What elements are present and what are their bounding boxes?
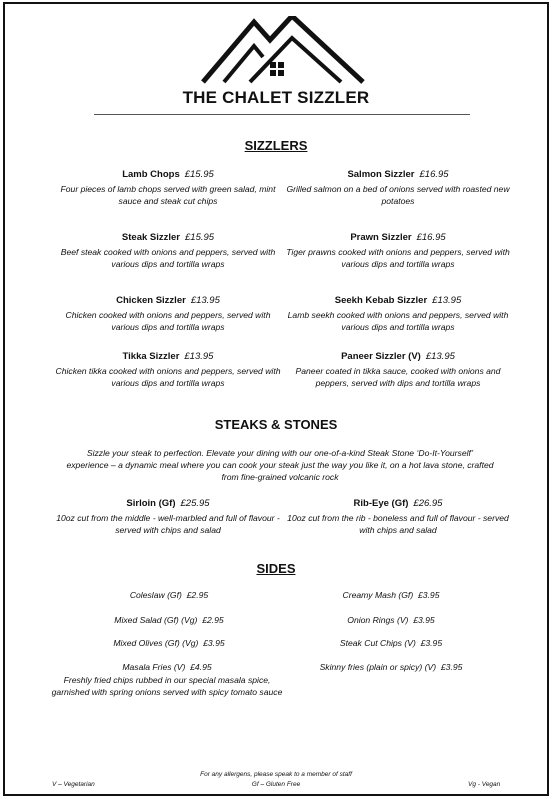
side-item-skinny-fries: Skinny fries (plain or spicy) (V) £3.95 bbox=[319, 662, 463, 672]
menu-page bbox=[3, 2, 549, 796]
steaks-title: STEAKS & STONES bbox=[214, 417, 338, 432]
sizzlers-title: SIZZLERS bbox=[244, 138, 308, 153]
side-item-mixed-olives: Mixed Olives (Gf) (Vg) £3.95 bbox=[113, 638, 225, 648]
side-item-creamy-mash: Creamy Mash (Gf) £3.95 bbox=[342, 590, 440, 600]
menu-item-rib-eye: Rib-Eye (Gf) £26.95 10oz cut from the rib - boneless and full of flavour - served with chips and salad bbox=[287, 498, 509, 535]
side-item-masala-fries: Masala Fries (V) £4.95 Freshly fried chips rubbed in our special masala spice, garnished with spring onions served with spicy tomato sauce bbox=[51, 662, 283, 697]
allergen-note: For any allergens, please speak to a member of staff bbox=[200, 771, 352, 778]
gluten-free-key: Gf – Gluten Free bbox=[251, 781, 301, 788]
menu-item-chicken-sizzler: Chicken Sizzler £13.95 Chicken cooked with onions and peppers, served with various dips and tortilla wraps bbox=[65, 295, 271, 332]
menu-item-lamb-chops: Lamb Chops £15.95 Four pieces of lamb chops served with green salad, mint sauce and steak cut chips bbox=[60, 169, 276, 206]
brand-name: THE CHALET SIZZLER bbox=[182, 88, 370, 107]
vegan-key: Vg - Vegan bbox=[468, 781, 501, 788]
menu-item-seekh-kebab-sizzler: Seekh Kebab Sizzler £13.95 Lamb seekh cooked with onions and peppers, served with various dips and tortilla wraps bbox=[287, 295, 509, 332]
menu-item-sirloin: Sirloin (Gf) £25.95 10oz cut from the middle - well-marbled and full of flavour - served with chips and salad bbox=[56, 498, 280, 535]
brand-divider bbox=[94, 114, 470, 115]
side-item-coleslaw: Coleslaw (Gf) £2.95 bbox=[129, 590, 209, 600]
steaks-intro: Sizzle your steak to perfection. Elevate your dining with our one-of-a-kind Steak Stone ‘Do-It-Yourself’ experience – a dynamic meal where you can cook your steak just the way you like it, on a hot lava stone, crafted from fine-grained volcanic rock bbox=[66, 448, 494, 482]
menu-item-tikka-sizzler: Tikka Sizzler £13.95 Chicken tikka cooked with onions and peppers, served with various dips and tortilla wraps bbox=[55, 351, 281, 388]
menu-item-prawn-sizzler: Prawn Sizzler £16.95 Tiger prawns cooked with onions and peppers, served with various dips and tortilla wraps bbox=[286, 232, 510, 269]
sides-title: SIDES bbox=[256, 561, 296, 576]
side-item-mixed-salad: Mixed Salad (Gf) (Vg) £2.95 bbox=[114, 615, 224, 625]
side-item-onion-rings: Onion Rings (V) £3.95 bbox=[347, 615, 435, 625]
chalet-mountain-logo bbox=[198, 16, 368, 86]
menu-item-paneer-sizzler: Paneer Sizzler (V) £13.95 Paneer coated in tikka sauce, cooked with onions and peppers, served with dips and tortilla wraps bbox=[295, 351, 501, 388]
menu-item-steak-sizzler: Steak Sizzler £15.95 Beef steak cooked with onions and peppers, served with various dips and tortilla wraps bbox=[60, 232, 276, 269]
menu-item-salmon-sizzler: Salmon Sizzler £16.95 Grilled salmon on a bed of onions served with roasted new potatoes bbox=[286, 169, 510, 206]
side-item-steak-cut-chips: Steak Cut Chips (V) £3.95 bbox=[339, 638, 443, 648]
vegetarian-key: V – Vegetarian bbox=[52, 781, 95, 788]
